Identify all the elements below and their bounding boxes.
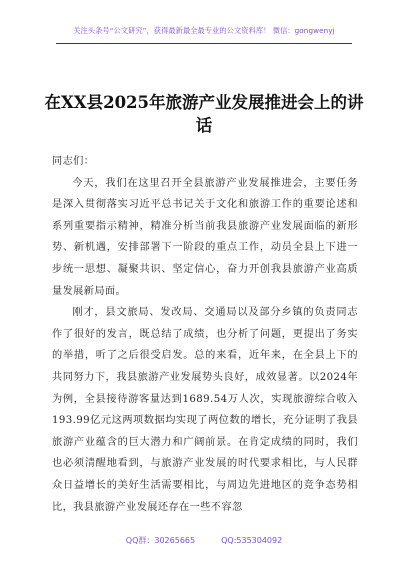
paragraph-2: 刚才，县文旅局、发改局、交通局以及部分乡镇的负责同志作了很好的发言，既总结了成绩，也分析了问题，更提出了务实的举措，听了之后很受启发。总的来看，近年来，在全县上下的共同努力下，我县旅游产业发展势头良好，成效显著。以2024年为例，全县接待游客量达到1689.54万人次，实现旅游综合收入193.99亿元这两项数据均实现了两位数的增长，充分证明了我县旅游产业蕴含的巨大潜力和广阔前景。在肯定成绩的同时，我们也必须清醒地看到，与旅游产业发展的时代要求相比，与人民群众日益增长的美好生活需要相比，与周边先进地区的竞争态势相比，我县旅游产业发展还存在一些不容忽 xyxy=(52,307,358,513)
footer-contact xyxy=(0,535,408,546)
document-title: 在XX县2025年旅游产业发展推进会上的讲话 xyxy=(44,93,364,136)
header-divider xyxy=(56,43,352,44)
footer-qq: QQ:535304092 xyxy=(221,536,283,545)
document-body xyxy=(52,151,358,518)
footer-qq-group: QQ群：30265665 xyxy=(125,536,196,545)
salutation: 同志们： xyxy=(52,156,95,167)
header-promo-note: 关注头条号“公文研究”，获得最新最全最专业的公文资料库！ 微信：gongwenyj xyxy=(73,26,335,35)
paragraph-1: 今天，我们在这里召开全县旅游产业发展推进会，主要任务是深入贯彻落实习近平总书记关于文化和旅游工作的重要论述和系列重要指示精神，精准分析当前我县旅游产业发展面临的新形势、新机遇，安排部署下一阶段的重点工作，动员全县上下进一步统一思想、凝聚共识、坚定信心，奋力开创我县旅游产业高质量发展新局面。 xyxy=(52,177,358,297)
